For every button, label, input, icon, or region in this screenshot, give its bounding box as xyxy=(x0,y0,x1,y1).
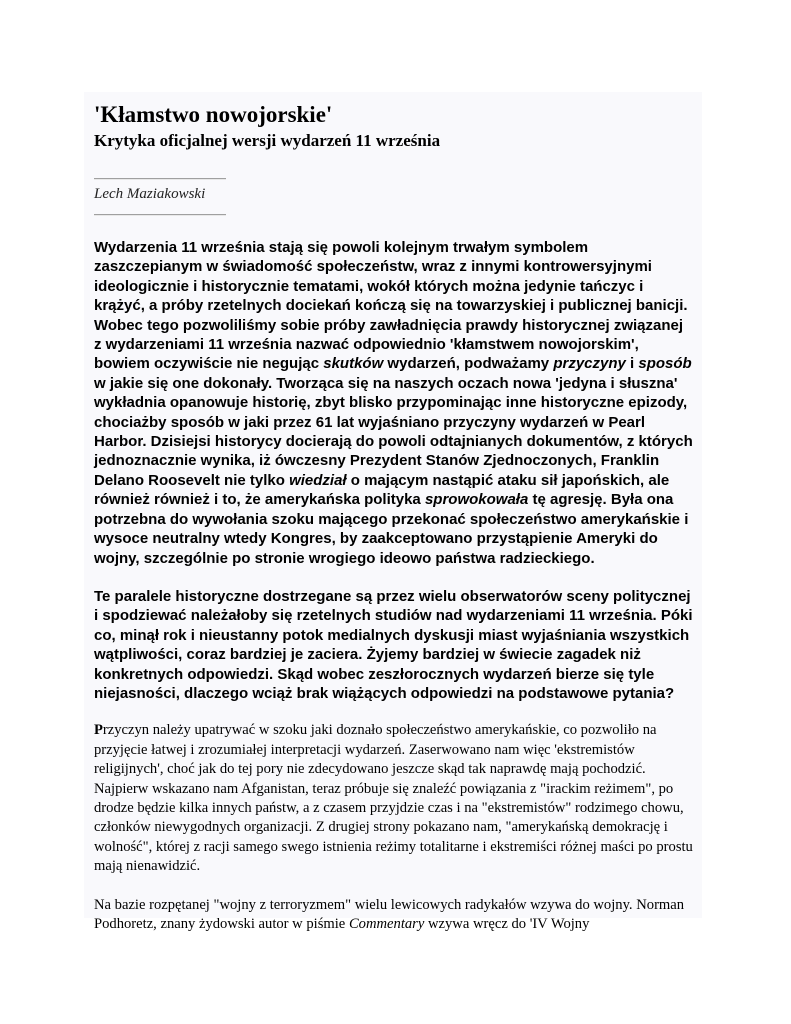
lead-paragraph-1 xyxy=(94,238,694,568)
body1-initial-letter: P xyxy=(94,722,103,739)
lead1-emphasis-skutkow: skutków xyxy=(323,355,384,373)
body-paragraph-1 xyxy=(94,721,694,876)
lead1-emphasis-sposob: sposób xyxy=(638,355,692,373)
author-divider-bottom xyxy=(94,214,226,216)
article-title: 'Kłamstwo nowojorskie' xyxy=(94,102,333,127)
lead1-emphasis-przyczyny: przyczyny xyxy=(553,355,626,373)
lead-paragraph-2: Te paralele historyczne dostrzegane są przez wielu obserwatorów sceny politycznej i spodziewać należałoby się rzetelnych studiów nad wydarzeniami 11 września. Póki co, minął rok i nieustanny potok medialnych dyskusji miast wyjaśniania wszystkich wątpliwości, coraz bardziej je zaciera. Żyjemy bardziej w świecie zagadek niż konkretnych odpowiedzi. Skąd wobec zeszłorocznych wydarzeń bierze się tyle niejasności, dlaczego wciąż brak wiążących odpowiedzi na podstawowe pytania? xyxy=(94,587,693,702)
document-page xyxy=(84,92,702,932)
body2-text-1: Na bazie rozpętanej "wojny z terroryzmem" wielu lewicowych radykałów wzywa do wojny. Norman Podhoretz, znany żydowski autor w piśmie xyxy=(94,896,685,932)
author-divider-top xyxy=(94,178,226,180)
lead1-text-5: o mającym nastąpić ataku sił japońskich, ale również również i to, że amerykańska polityka xyxy=(94,471,670,509)
lead1-text-2: wydarzeń, podważamy xyxy=(383,355,554,373)
body2-text-2: wzywa wręcz do 'IV Wojny xyxy=(424,916,590,932)
lead1-text-3: i xyxy=(625,355,639,373)
body-paragraph-2 xyxy=(94,896,694,935)
lead1-text-6: tę agresję. Była ona potrzebna do wywołania szoku mającego przekonać społeczeństwo amerykańskie i wysoce neutralny wtedy Kongres, by zaakceptowano przystąpienie Ameryki do wojny, szczególnie po stronie wrogiego ideowo państwa radzieckiego. xyxy=(94,491,689,567)
author-name: Lech Maziakowski xyxy=(94,186,206,202)
article xyxy=(84,92,694,934)
lead1-text-4: w jakie się one dokonały. Tworząca się na naszych oczach nowa 'jedyna i słuszna' wykładnia opanowuje historię, zbyt blisko przypominając inne historyczne epizody, chociażby sposób w jaki przez 61 lat wyjaśniano przyczyny wydarzeń w Pearl Harbor. Dzisiejsi historycy docierają do powoli odtajnianych dokumentów, z których jednoznacznie wynika, iż ówczesny Prezydent Stanów Zjednoczonych, Franklin Delano Roosevelt nie tylko xyxy=(94,374,693,489)
lead1-emphasis-wiedzial: wiedział xyxy=(289,471,347,489)
body2-emphasis-commentary: Commentary xyxy=(348,916,425,932)
lead1-text-1: Wydarzenia 11 września stają się powoli kolejnym trwałym symbolem zaszczepianym w świadomość społeczeństw, wraz z innymi kontrowersyjnymi ideologicznie i historycznie tematami, wokół których można jedynie tańczyc i krążyć, a próby rzetelnych dociekań kończą się na towarzyskiej i publicznej banicji. Wobec tego pozwoliliśmy sobie próby zawładnięcia prawdy historycznej związanej z wydarzeniami 11 września nazwać odpowiednio 'kłamstwem nowojorskim', bowiem oczywiście nie negując xyxy=(94,239,688,373)
lead1-emphasis-sprowokowala: sprowokowała xyxy=(424,491,529,509)
body1-text: rzyczyn należy upatrywać w szoku jaki doznało społeczeństwo amerykańskie, co pozwoliło na przyjęcie łatwej i zrozumiałej interpretacji wydarzeń. Zaserwowano nam więc 'ekstremistów religijnych', choć jak do tej pory nie zdecydowano jeszcze skąd tak naprawdę mają pochodzić. Najpierw wskazano nam Afganistan, teraz próbuje się znaleźć powiązania z "irackim reżimem", po drodze będzie kilka innych państw, a z czasem przyjdzie czas i na "ekstremistów" rodzimego chowu, członków niewygodnych organizacji. Z drugiej strony pokazano nam, "amerykańską demokrację i wolność", której z racji samego swego istnienia reżimy totalitarne i ekstremiści różnej maści po prostu mają nienawidzić. xyxy=(94,722,693,875)
article-subtitle: Krytyka oficjalnej wersji wydarzeń 11 września xyxy=(94,131,441,150)
